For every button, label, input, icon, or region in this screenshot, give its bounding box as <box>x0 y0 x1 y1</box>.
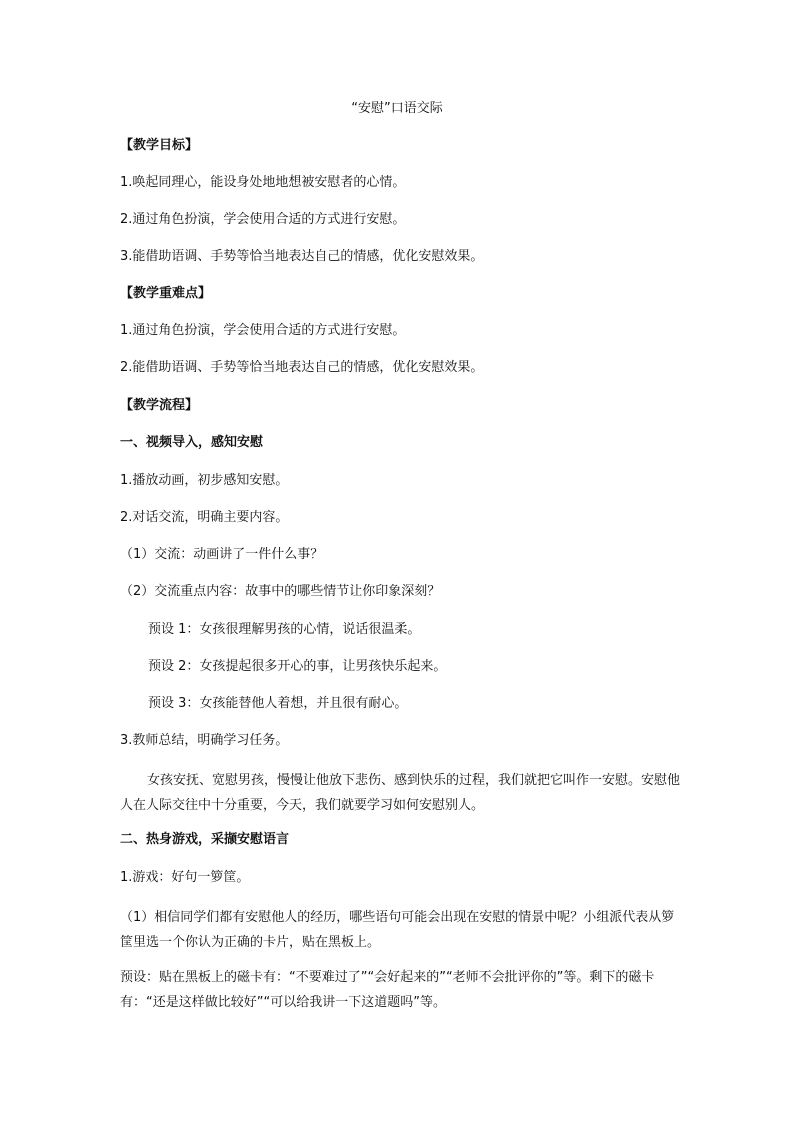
goal-item-3: 3.能借助语调、手势等恰当地表达自己的情感，优化安慰效果。 <box>120 249 484 264</box>
page-title: “安慰”口语交际 <box>351 101 443 116</box>
section-heading-key-points: 【教学重难点】 <box>120 286 212 301</box>
preset-1: 预设 1：女孩很理解男孩的心情，说话很温柔。 <box>148 622 421 637</box>
part1-step-1: 1.播放动画，初步感知安慰。 <box>120 473 289 488</box>
goal-item-2: 2.通过角色扮演，学会使用合适的方式进行安慰。 <box>120 212 406 227</box>
part2-question-1: （1）相信同学们都有安慰他人的经历，哪些语句可能会出现在安慰的情景中呢？小组派代表从箩筐里选一个你认为正确的卡片，贴在黑板上。 <box>120 910 675 950</box>
preset-2: 预设 2：女孩提起很多开心的事，让男孩快乐起来。 <box>148 659 447 674</box>
part1-question-1: （1）交流：动画讲了一件什么事？ <box>120 547 324 562</box>
part2-step-1: 1.游戏：好句一箩筐。 <box>120 870 250 885</box>
part2-heading: 二、热身游戏，采撷安慰语言 <box>120 832 290 847</box>
section-heading-goals: 【教学目标】 <box>120 138 199 153</box>
part2-preset: 预设：贴在黑板上的磁卡有：“不要难过了”“会好起来的”“老师不会批评你的”等。剩下的磁卡有：“还是这样做比较好”“可以给我讲一下这道题吗”等。 <box>120 970 655 1010</box>
part1-step-3: 3.教师总结，明确学习任务。 <box>120 733 289 748</box>
part1-heading: 一、视频导入，感知安慰 <box>120 435 264 450</box>
key-item-1: 1.通过角色扮演，学会使用合适的方式进行安慰。 <box>120 323 406 338</box>
section-heading-flow: 【教学流程】 <box>120 398 199 413</box>
preset-3: 预设 3：女孩能替他人着想，并且很有耐心。 <box>148 696 408 711</box>
part1-step-2: 2.对话交流，明确主要内容。 <box>120 510 289 525</box>
part1-question-2: （2）交流重点内容：故事中的哪些情节让你印象深刻？ <box>120 584 441 599</box>
key-item-2: 2.能借助语调、手势等恰当地表达自己的情感，优化安慰效果。 <box>120 360 484 375</box>
part1-summary-paragraph: 女孩安抚、宽慰男孩，慢慢让他放下悲伤、感到快乐的过程，我们就把它叫作一安慰。安慰他人在人际交往中十分重要，今天，我们就要学习如何安慰别人。 <box>120 773 681 813</box>
goal-item-1: 1.唤起同理心，能设身处地地想被安慰者的心情。 <box>120 175 406 190</box>
